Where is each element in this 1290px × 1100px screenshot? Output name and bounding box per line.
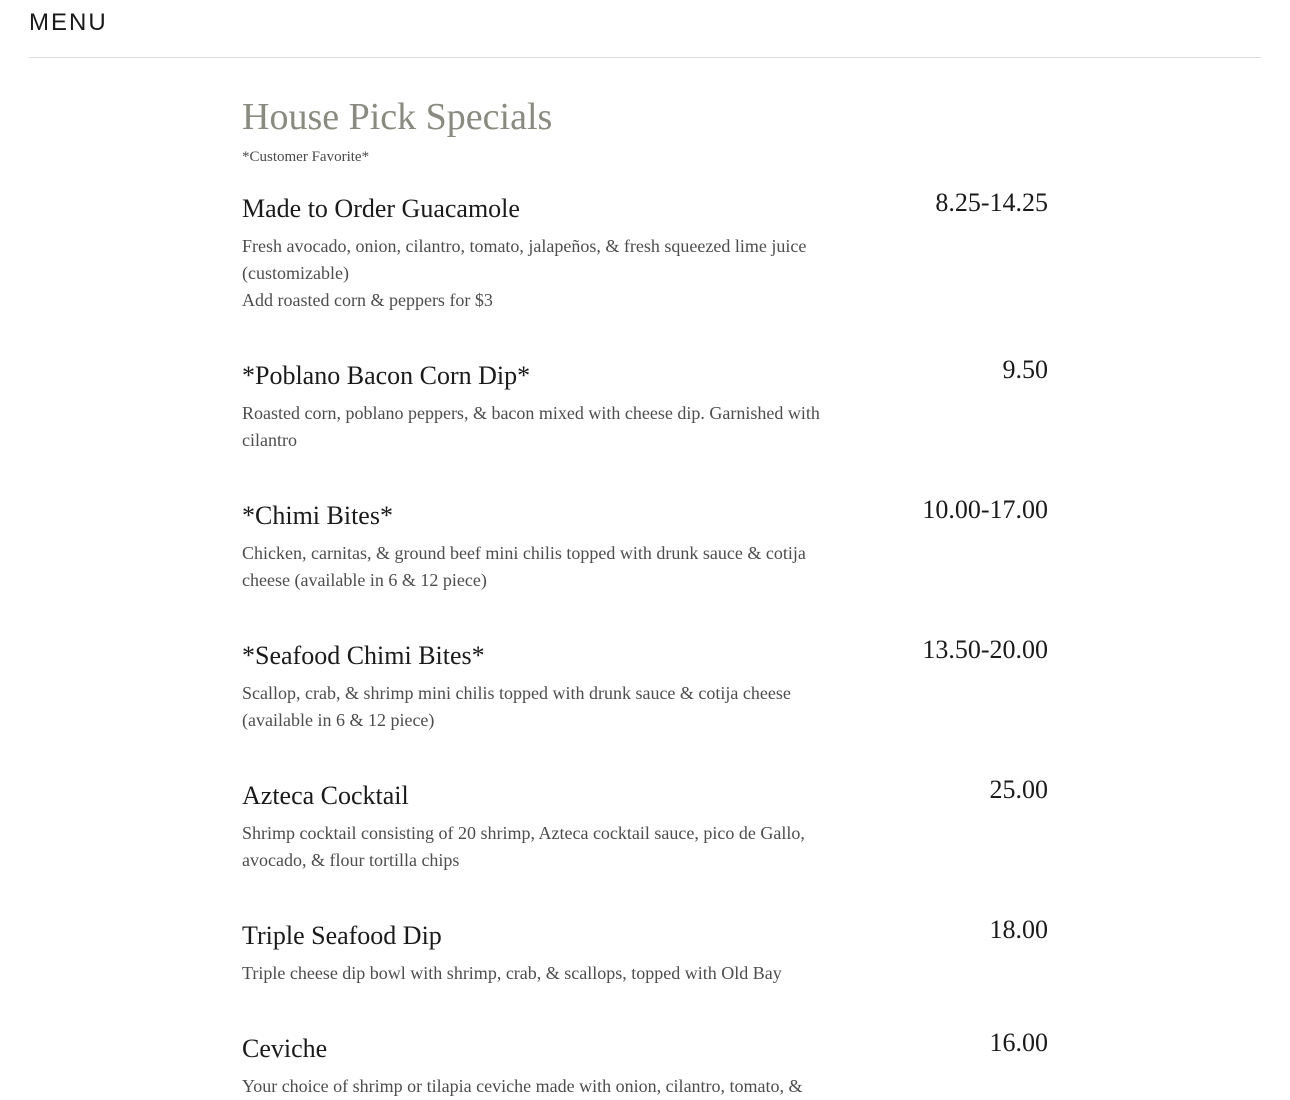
menu-item-description: Roasted corn, poblano peppers, & bacon mixed with cheese dip. Garnished with cilantro [242, 403, 820, 450]
menu-item-name: *Chimi Bites* [242, 501, 393, 530]
menu-item-description [242, 233, 834, 314]
menu-item-price: 13.50-20.00 [922, 635, 1048, 664]
menu-item-price: 18.00 [989, 915, 1048, 944]
menu-item-note: Add roasted corn & peppers for $3 [242, 290, 493, 310]
top-nav-bar [29, 0, 1261, 58]
section-title: House Pick Specials [242, 96, 553, 138]
menu-item [242, 635, 1048, 734]
menu-item [242, 1028, 1048, 1100]
menu-item-price: 16.00 [989, 1028, 1048, 1057]
menu-item-description: Chicken, carnitas, & ground beef mini chilis topped with drunk sauce & cotija cheese (available in 6 & 12 piece) [242, 543, 806, 590]
menu-item [242, 775, 1048, 874]
menu-item-description-text: Fresh avocado, onion, cilantro, tomato, jalapeños, & fresh squeezed lime juice (customizable) [242, 236, 807, 283]
menu-item-name: Triple Seafood Dip [242, 921, 442, 950]
menu-item-description: Triple cheese dip bowl with shrimp, crab, & scallops, topped with Old Bay [242, 963, 782, 983]
menu-item [242, 495, 1048, 594]
menu-item-name: *Poblano Bacon Corn Dip* [242, 361, 531, 390]
section-subtitle: *Customer Favorite* [242, 149, 370, 165]
menu-item [242, 355, 1048, 454]
menu-item-name: Ceviche [242, 1034, 328, 1063]
menu-item-description: Shrimp cocktail consisting of 20 shrimp, Azteca cocktail sauce, pico de Gallo, avocado, & flour tortilla chips [242, 823, 805, 870]
menu-item-price: 9.50 [1002, 355, 1048, 384]
menu-item-price: 25.00 [989, 775, 1048, 804]
menu-item-name: Made to Order Guacamole [242, 194, 520, 223]
menu-item-price: 8.25-14.25 [935, 188, 1048, 217]
menu-button[interactable]: MENU [29, 9, 108, 36]
menu-item [242, 188, 1048, 314]
menu-item-price: 10.00-17.00 [922, 495, 1048, 524]
menu-item-name: *Seafood Chimi Bites* [242, 641, 485, 670]
menu-item-description: Your choice of shrimp or tilapia ceviche made with onion, cilantro, tomato, & [242, 1076, 803, 1096]
menu-item-description: Scallop, crab, & shrimp mini chilis topped with drunk sauce & cotija cheese (available in 6 & 12 piece) [242, 683, 791, 730]
menu-item [242, 915, 1048, 987]
menu-item-name: Azteca Cocktail [242, 781, 409, 810]
